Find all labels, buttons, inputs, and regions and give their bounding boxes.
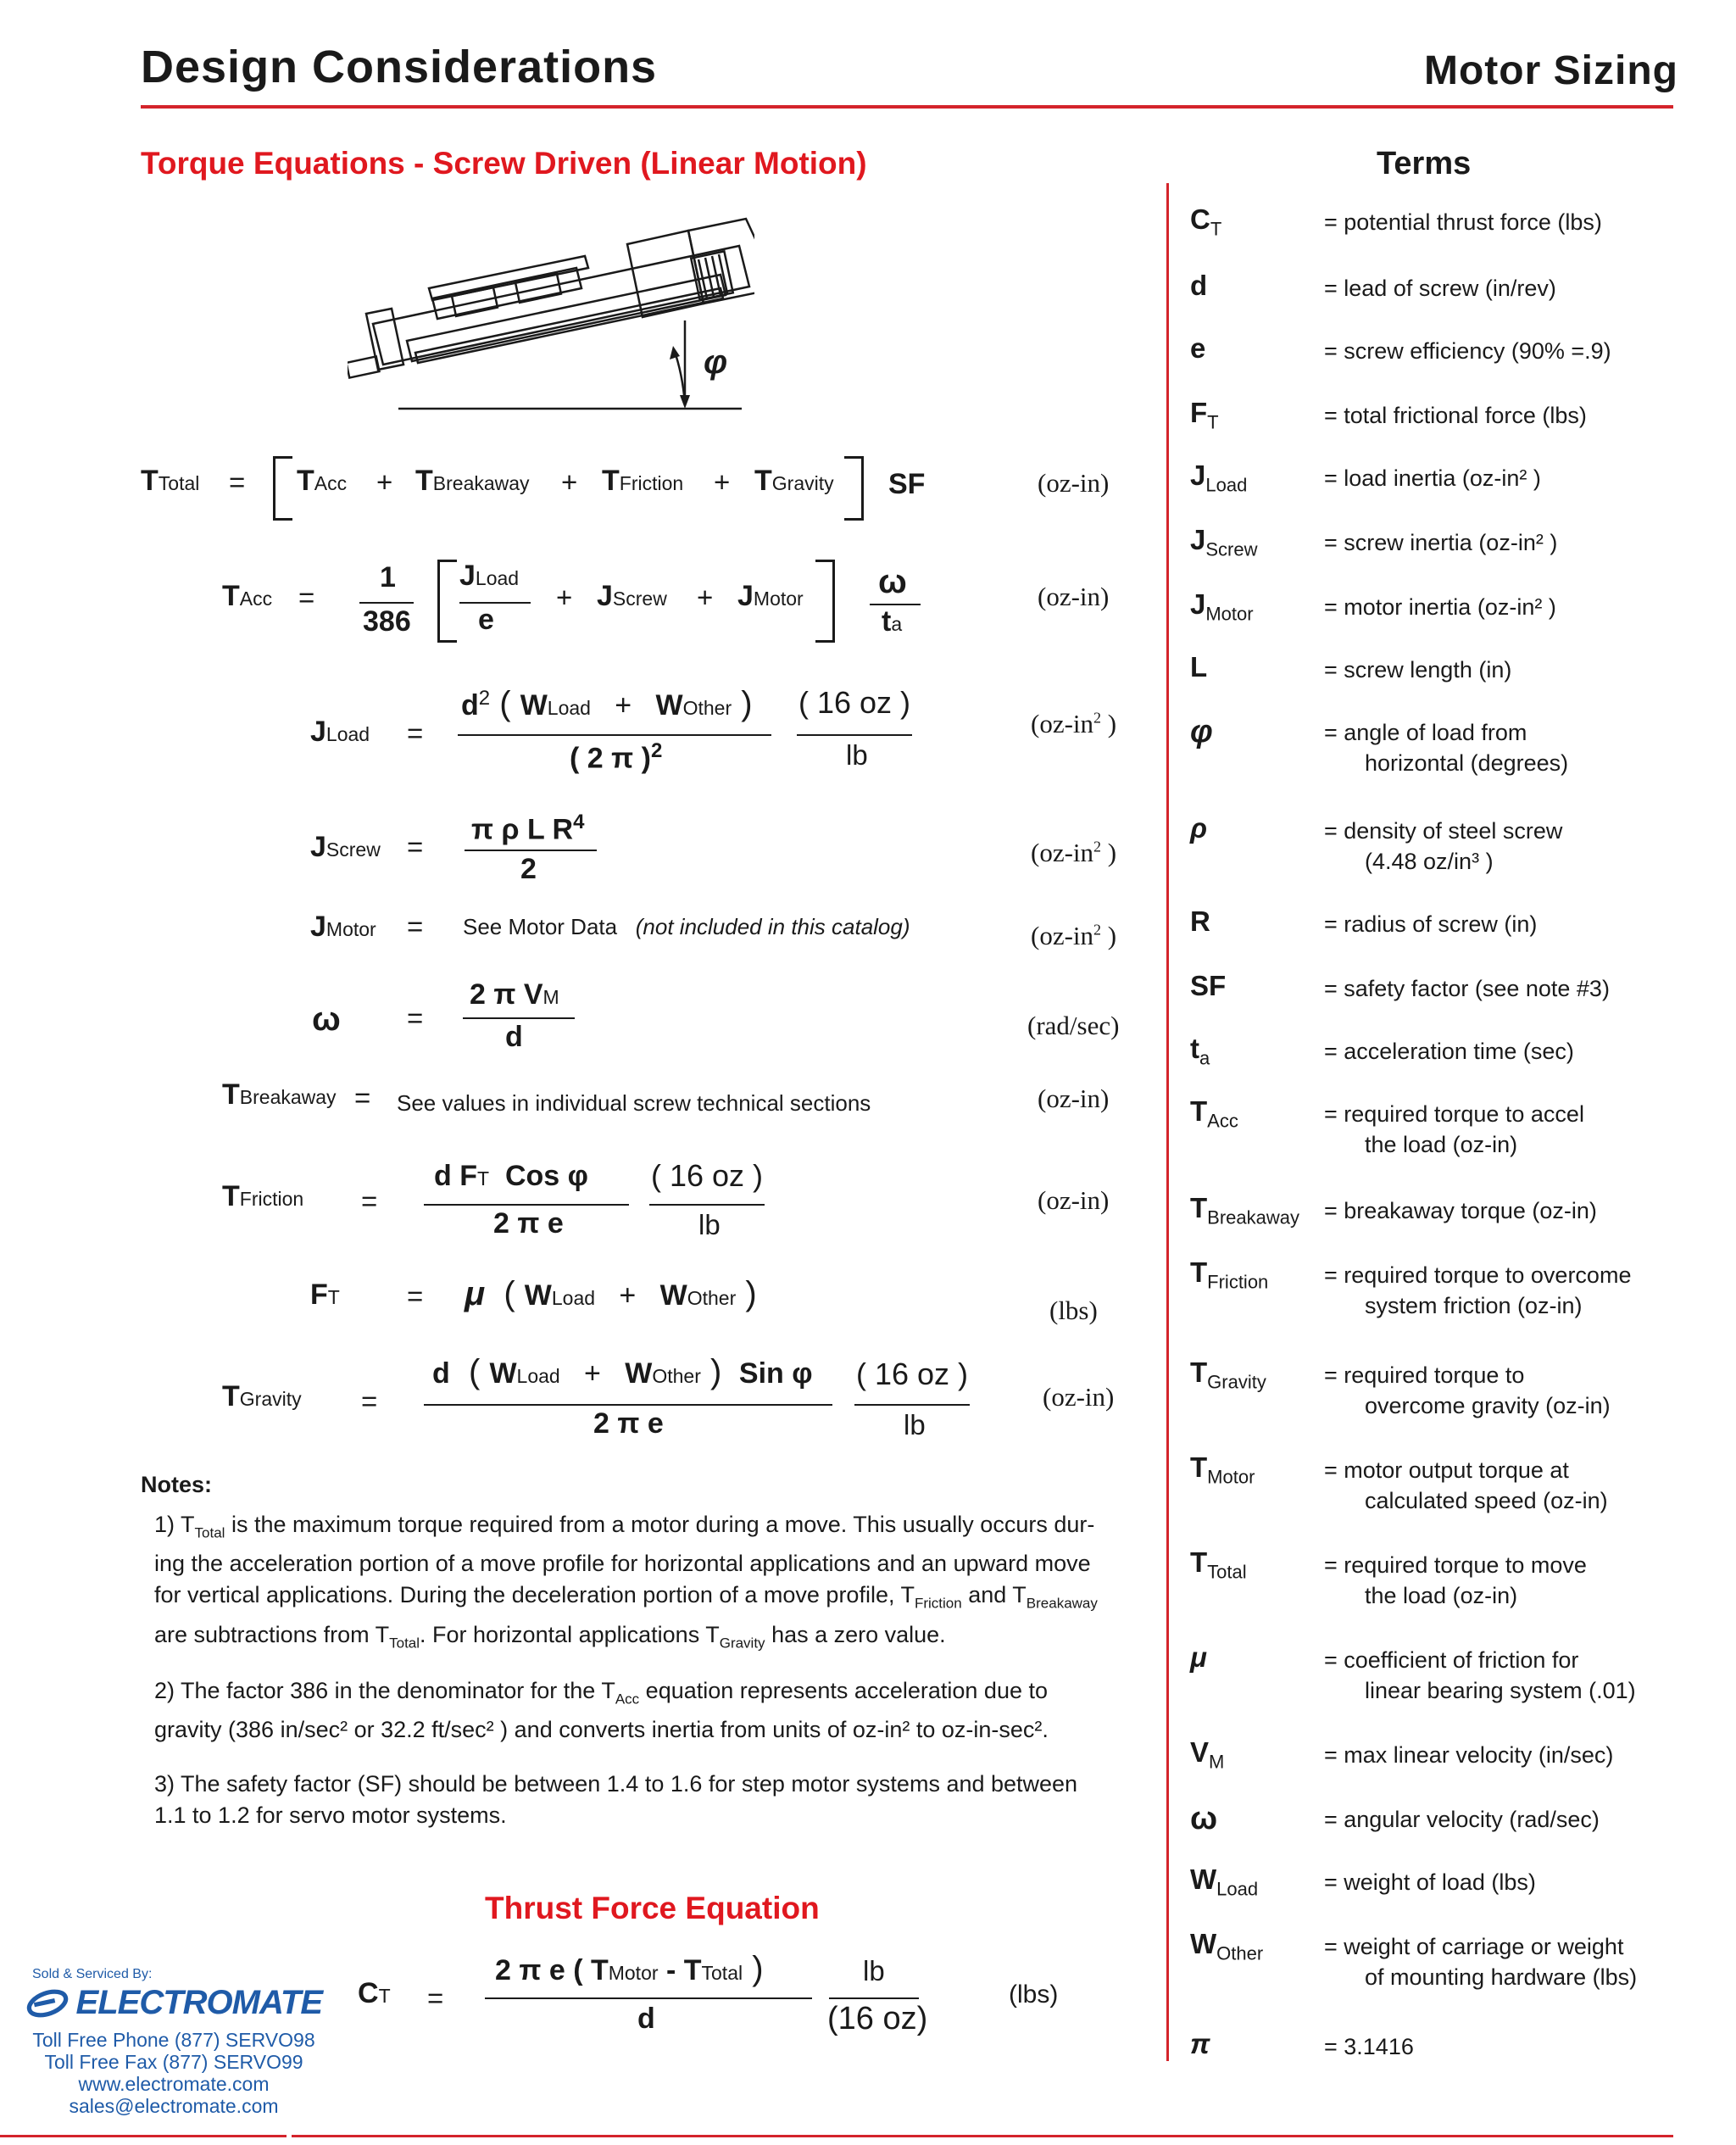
fraction-bar xyxy=(829,1997,919,1999)
unit-oz-in: (oz-in) xyxy=(1038,582,1110,611)
term-definition: = density of steel screw (4.48 oz/in³ ) xyxy=(1324,818,1563,874)
fraction-bar xyxy=(459,602,531,604)
electromate-logo-icon xyxy=(25,1985,73,2022)
sixteen-oz: ( 16 oz ) xyxy=(856,1357,969,1391)
term-definition: = motor inertia (oz-in² ) xyxy=(1324,594,1556,620)
gravity-denominator: 2 π e xyxy=(593,1407,664,1440)
term-symbol: $J_{Motor}$ xyxy=(1190,588,1254,625)
thrust-lb: lb xyxy=(863,1955,885,1986)
friction-numerator: d FT Cos φ xyxy=(434,1160,588,1192)
equals-sign: = xyxy=(407,911,424,942)
term-definition: = lead of screw (in/rev) xyxy=(1324,276,1556,301)
fraction-bar xyxy=(485,1997,812,1999)
eq-friction-lhs: TFriction xyxy=(222,1180,304,1212)
eq-total-tbreak: TBreakaway xyxy=(415,465,530,497)
equals-sign: = xyxy=(407,717,424,749)
term-definition: = max linear velocity (in/sec) xyxy=(1324,1742,1614,1768)
term-symbol: μ xyxy=(1190,1641,1207,1673)
term-symbol: $T_{Acc}$ xyxy=(1190,1095,1238,1132)
motor-data-note: See Motor Data (not included in this catalog) xyxy=(463,914,910,939)
eq-breakaway-lhs: TBreakaway xyxy=(222,1078,337,1111)
sixteen-oz: ( 16 oz ) xyxy=(798,685,911,720)
note-2: 2) The factor 386 in the denominator for the $T_{Acc}$ equation represents acceleration due to gravity (386 in/sec² or 32.2 ft/sec² ) and converts inertia from units of oz-in² to oz-in-sec². xyxy=(154,1678,1049,1743)
fraction-bar xyxy=(359,602,414,604)
note-1: 1) $T_{Total}$ is the maximum torque required from a motor during a move. This usually occurs dur- ing the acceleration portion of a move profile for horizontal applications and an upward move for vertical applications. During the deceleration portion of a move profile, $T_{Friction}$ and $T_{Breakaway}$ are subtractions from $T_{Total}$. For horizontal applications $T_{Gravity}$ has a zero value. xyxy=(154,1512,1098,1652)
fraction-bar xyxy=(463,1017,575,1019)
eq-acc-lhs: TAcc xyxy=(222,580,273,612)
term-definition: = 3.1416 xyxy=(1324,2034,1414,2059)
term-symbol: $J_{Load}$ xyxy=(1190,460,1248,496)
safety-factor: SF xyxy=(888,468,926,500)
terms-title: Terms xyxy=(1377,146,1472,181)
term-definition: = required torque to move the load (oz-in) xyxy=(1324,1552,1587,1608)
column-divider xyxy=(1166,183,1169,2061)
electromate-brand xyxy=(25,1967,322,2117)
jscrew-numerator: π ρ L $R^4$ xyxy=(471,811,585,846)
term-symbol: $W_{Load}$ xyxy=(1190,1864,1259,1900)
term-symbol: e xyxy=(1190,332,1206,364)
two-denominator: 2 xyxy=(520,853,537,885)
thrust-title: Thrust Force Equation xyxy=(485,1891,820,1925)
bracket-right xyxy=(844,456,864,521)
term-definition: = weight of load (lbs) xyxy=(1324,1869,1536,1895)
equals-sign: = xyxy=(427,1982,444,2014)
term-symbol: $T_{Friction}$ xyxy=(1190,1256,1269,1293)
lb-denominator: lb xyxy=(904,1409,926,1440)
fraction-bar xyxy=(458,734,771,736)
gravity-numerator: d ( WLoad + WOther ) Sin φ xyxy=(432,1353,813,1390)
jload-numerator: $d^2$ ( WLoad + WOther ) xyxy=(461,685,753,722)
lb-denominator: lb xyxy=(846,739,868,771)
equals-sign: = xyxy=(407,1002,424,1034)
notes-title: Notes: xyxy=(141,1472,213,1497)
equals-sign: = xyxy=(407,831,424,862)
friction-denominator: 2 π e xyxy=(493,1207,564,1240)
term-definition: = potential thrust force (lbs) xyxy=(1324,209,1602,235)
eq-ft-lhs: FT xyxy=(310,1279,340,1311)
page-title: Design Considerations xyxy=(141,42,658,92)
unit-oz-in: (oz-in) xyxy=(1038,1185,1110,1215)
eq-gravity-lhs: TGravity xyxy=(222,1380,302,1412)
thrust-16oz: (16 oz) xyxy=(827,2001,928,2036)
term-symbol: $T_{Gravity}$ xyxy=(1190,1357,1266,1393)
sixteen-oz: ( 16 oz ) xyxy=(651,1158,764,1193)
section-title: Torque Equations - Screw Driven (Linear Motion) xyxy=(141,146,867,181)
eq-total-tfric: TFriction xyxy=(602,465,684,497)
bracket-right xyxy=(815,560,835,643)
header-divider xyxy=(141,105,1673,109)
j-load-term: JLoad xyxy=(459,560,520,592)
brand-web[interactable]: www.electromate.com xyxy=(78,2073,270,2095)
thrust-denominator: d xyxy=(637,2003,655,2035)
thrust-lhs: CT xyxy=(358,1977,391,2009)
denominator-386: 386 xyxy=(363,605,411,638)
eq-total-lhs: TTotal xyxy=(141,465,200,497)
equals-sign: = xyxy=(407,1280,424,1312)
fraction-bar xyxy=(424,1404,832,1406)
term-symbol: SF xyxy=(1190,970,1227,1001)
fraction-bar xyxy=(424,1204,629,1206)
brand-logo xyxy=(25,1984,322,2022)
term-symbol: L xyxy=(1190,651,1208,682)
term-definition: = total frictional force (lbs) xyxy=(1324,403,1587,428)
term-definition: = screw efficiency (90% =.9) xyxy=(1324,338,1611,364)
term-definition: = breakaway torque (oz-in) xyxy=(1324,1198,1597,1223)
term-symbol: ρ xyxy=(1190,812,1207,844)
unit-oz-in2: ($oz-in^2$ ) xyxy=(1031,838,1117,867)
brand-fax: Toll Free Fax (877) SERVO99 xyxy=(44,2051,303,2073)
ft-expression: μ ( WLoad + WOther ) xyxy=(465,1275,757,1312)
bracket-left xyxy=(273,456,292,521)
omega-symbol: ω xyxy=(878,563,907,600)
brand-name: ELECTROMATE xyxy=(75,1984,322,2021)
term-definition: = coefficient of friction for linear bearing system (.01) xyxy=(1324,1647,1636,1703)
term-symbol: $V_M$ xyxy=(1190,1736,1225,1773)
sold-by-label: Sold & Serviced By: xyxy=(32,1967,153,1981)
eq-jmotor-lhs: JMotor xyxy=(310,911,376,943)
term-definition: = angular velocity (rad/sec) xyxy=(1324,1807,1600,1832)
term-symbol: $T_{Motor}$ xyxy=(1190,1451,1255,1488)
term-symbol: $W_{Other}$ xyxy=(1190,1928,1264,1964)
svg-text:φ: φ xyxy=(704,343,728,381)
breakaway-note: See values in individual screw technical sections xyxy=(397,1090,871,1116)
term-symbol: π xyxy=(1190,2028,1210,2059)
e-denominator: e xyxy=(478,604,494,636)
equals-sign: = xyxy=(361,1185,378,1217)
term-definition: = weight of carriage or weight of mounting hardware (lbs) xyxy=(1324,1934,1638,1990)
term-definition: = screw length (in) xyxy=(1324,657,1512,682)
term-definition: = required torque to accel the load (oz-in) xyxy=(1324,1101,1584,1157)
eq-total-tacc: TAcc xyxy=(297,465,348,497)
term-symbol: $C_T$ xyxy=(1190,203,1222,240)
eq-jload-lhs: JLoad xyxy=(310,716,370,748)
two-pi-denominator: ( 2 π )$^2$ xyxy=(570,739,663,775)
plus-sign: + xyxy=(376,466,393,498)
term-definition: = required torque to overcome gravity (oz-in) xyxy=(1324,1362,1611,1418)
j-screw-term: JScrew xyxy=(597,580,667,612)
brand-phone: Toll Free Phone (877) SERVO98 xyxy=(32,2029,315,2051)
unit-oz-in2: ($oz-in^2$ ) xyxy=(1031,921,1117,950)
term-symbol: ω xyxy=(1190,1801,1218,1836)
term-symbol: R xyxy=(1190,905,1210,937)
footer-line-left xyxy=(0,2135,287,2137)
lb-denominator: lb xyxy=(698,1209,721,1240)
term-symbol: $F_T$ xyxy=(1190,397,1219,433)
unit-lbs: (lbs) xyxy=(1049,1295,1098,1325)
page-subtitle: Motor Sizing xyxy=(1424,48,1678,93)
term-definition: = required torque to overcome system friction (oz-in) xyxy=(1324,1262,1632,1318)
term-definition: = safety factor (see note #3) xyxy=(1324,976,1610,1001)
omega-lhs: ω xyxy=(312,1000,341,1038)
eq-jscrew-lhs: JScrew xyxy=(310,831,381,863)
note-3: 3) The safety factor (SF) should be between 1.4 to 1.6 for step motor systems and between 1.1 to 1.2 for servo motor systems. xyxy=(154,1771,1078,1828)
term-definition: = load inertia (oz-in² ) xyxy=(1324,465,1541,491)
term-symbol: $t_a$ xyxy=(1190,1033,1210,1069)
equals-sign: = xyxy=(354,1082,371,1113)
plus-sign: + xyxy=(714,466,731,498)
fraction-bar xyxy=(854,1404,970,1406)
term-definition: = screw inertia (oz-in² ) xyxy=(1324,530,1558,555)
thrust-unit: (lbs) xyxy=(1009,1981,1059,2008)
footer-line-right xyxy=(292,2135,1673,2137)
fraction-bar xyxy=(797,734,912,736)
term-symbol: d xyxy=(1190,270,1208,301)
unit-oz-in2: ($oz-in^2$ ) xyxy=(1031,709,1117,738)
bracket-left xyxy=(437,560,457,643)
thrust-numerator: 2 π e ( TMotor - TTotal ) xyxy=(495,1950,764,1987)
unit-rad-sec: (rad/sec) xyxy=(1027,1011,1120,1040)
term-definition: = acceleration time (sec) xyxy=(1324,1039,1574,1064)
term-symbol: φ xyxy=(1190,714,1213,749)
screw-actuator-diagram xyxy=(348,203,754,424)
fraction-bar xyxy=(649,1204,765,1206)
brand-email[interactable]: sales@electromate.com xyxy=(69,2095,279,2117)
term-definition: = motor output torque at calculated speed (oz-in) xyxy=(1324,1457,1608,1513)
term-symbol: $J_{Screw}$ xyxy=(1190,524,1258,560)
term-definition: = angle of load from horizontal (degrees) xyxy=(1324,720,1569,776)
unit-oz-in: (oz-in) xyxy=(1038,1084,1110,1113)
term-definition: = radius of screw (in) xyxy=(1324,911,1538,937)
term-symbol: $T_{Total}$ xyxy=(1190,1546,1247,1583)
ta-term: ta xyxy=(882,605,903,638)
fraction-bar xyxy=(465,850,597,851)
unit-oz-in: (oz-in) xyxy=(1043,1382,1115,1412)
numerator-one: 1 xyxy=(380,561,396,593)
term-symbol: $T_{Breakaway}$ xyxy=(1190,1192,1300,1228)
plus-sign: + xyxy=(561,466,578,498)
equals-sign: = xyxy=(229,466,246,498)
equals-sign: = xyxy=(361,1385,378,1417)
equals-sign: = xyxy=(298,582,315,613)
d-denominator: d xyxy=(505,1021,523,1053)
eq-total-tgrav: TGravity xyxy=(754,465,834,497)
plus-sign: + xyxy=(697,582,714,613)
omega-numerator: 2 π VM xyxy=(470,978,559,1011)
unit-oz-in: (oz-in) xyxy=(1038,468,1110,498)
j-motor-term: JMotor xyxy=(737,580,804,612)
plus-sign: + xyxy=(556,582,573,613)
